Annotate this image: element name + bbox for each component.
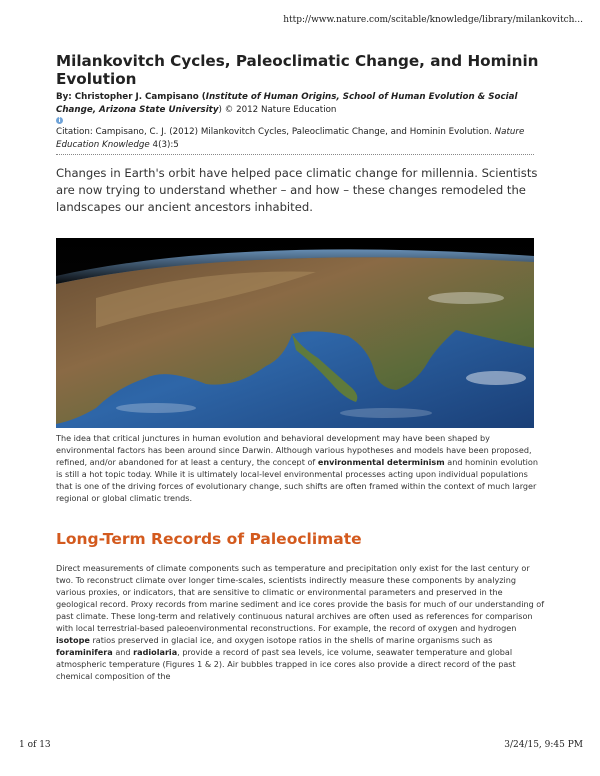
term-link-radiolaria[interactable]: radiolaria: [133, 647, 178, 657]
term-link-isotope[interactable]: isotope: [56, 635, 90, 645]
paragraph-text: The idea that critical junctures in human evolution and behavioral development may have been shaped by environmental factors has been around since Darwin. Although various hypotheses and models have been proposed, refined, and/or abandoned for at least a century, the concept of: [56, 433, 532, 467]
page-number: 1 of 13: [19, 740, 51, 750]
citation-volume: 4(3):5: [152, 139, 179, 150]
paragraph-text: , provide a record of past sea levels, ice volume, seawater temperature and global atmospheric temperature (Figures 1 & 2). Air bubbles trapped in ice cores also provide a direct record of the past chemical composition of the: [56, 647, 516, 681]
paragraph-text: ratios preserved in glacial ice, and oxygen isotope ratios in the shells of marine organisms such as: [89, 635, 493, 645]
byline-copyright: ) © 2012 Nature Education: [218, 104, 337, 115]
byline: [56, 91, 546, 116]
citation: [56, 126, 536, 151]
body-paragraph-1: [56, 432, 546, 504]
section-heading: Long-Term Records of Paleoclimate: [56, 530, 362, 548]
paragraph-text: and: [112, 647, 134, 657]
satellite-earth-image: [56, 238, 534, 428]
body-paragraph-2: [56, 562, 546, 682]
term-link-foraminifera[interactable]: foraminifera: [56, 647, 113, 657]
citation-journal: Nature Education Knowledge: [56, 127, 525, 150]
info-icon[interactable]: i: [56, 117, 63, 124]
byline-author: By: Christopher J. Campisano (: [56, 92, 206, 102]
citation-text: Citation: Campisano, C. J. (2012) Milankovitch Cycles, Paleoclimatic Change, and Hominin Evolution.: [56, 127, 492, 137]
paragraph-text: Direct measurements of climate components such as temperature and precipitation only exist for the last century or two. To reconstruct climate over longer time-scales, scientists indirectly measure these components by analyzing various proxies, or indicators, that are sensitive to climatic or environmental parameters and preserved in the geological record. Proxy records from marine sediment and ice cores provide the basis for much of our understanding of past climate. These long-term and relatively continuous natural archives are often used as references for comparison with local terrestrial-based paleoenvironmental reconstructions. For example, the record of oxygen and hydrogen: [56, 563, 545, 633]
term-link-environmental-determinism[interactable]: environmental determinism: [317, 457, 445, 467]
divider: [56, 154, 534, 155]
print-url: http://www.nature.com/scitable/knowledge/library/milankovitch...: [283, 15, 583, 25]
paragraph-text: and hominin evolution is still a hot topic today. While it is ultimately local-level environmental processes acting upon individual populations that is one of the driving forces of evolutionary change, such shifts are often framed within the context of much larger regional or global climatic trends.: [56, 457, 538, 503]
lead-paragraph: Changes in Earth's orbit have helped pace climatic change for millennia. Scientists are now trying to understand whether – and how – these changes remodeled the landscapes our ancient ancestors inhabited.: [56, 166, 538, 214]
print-timestamp: 3/24/15, 9:45 PM: [504, 740, 583, 750]
earth-illustration: [56, 238, 534, 428]
byline-affiliation[interactable]: Institute of Human Origins, School of Human Evolution & Social Change, Arizona State University: [56, 92, 518, 115]
article-title: Milankovitch Cycles, Paleoclimatic Change, and Hominin Evolution: [56, 52, 539, 88]
